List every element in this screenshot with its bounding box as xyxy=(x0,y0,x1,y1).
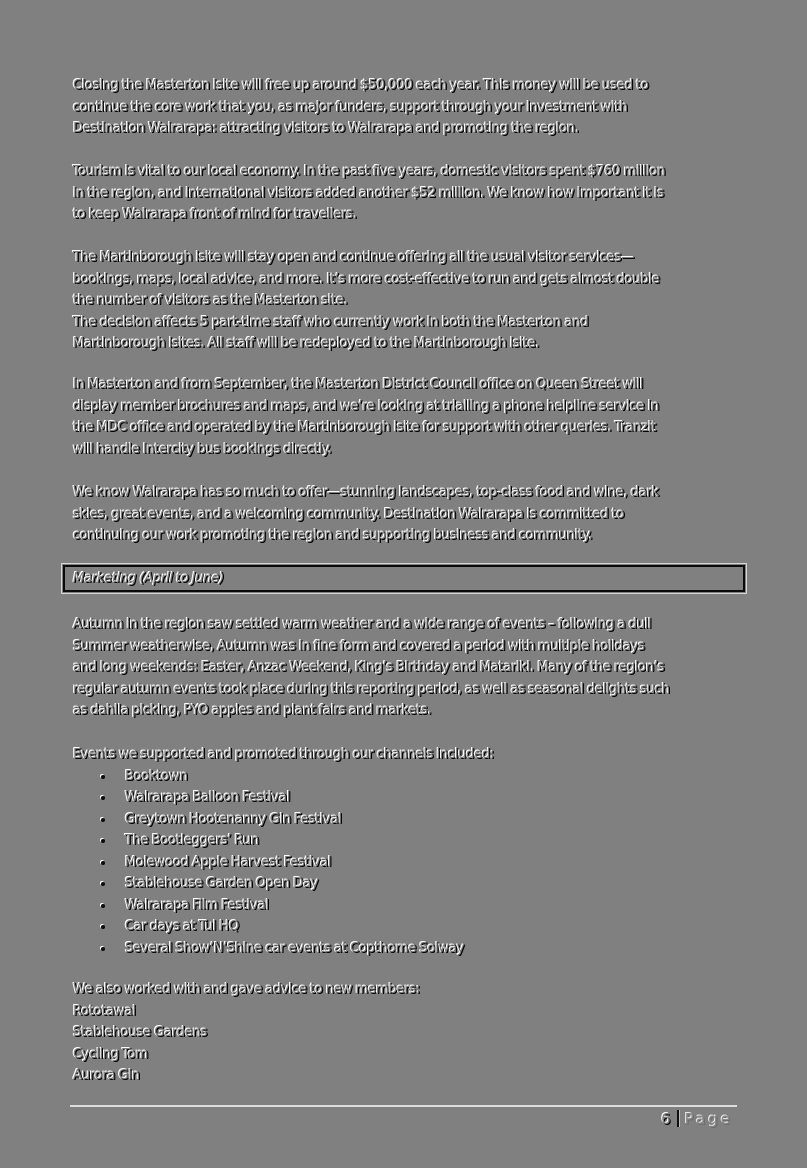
text-line: The decision affects 5 part-time staff who currently work in both the Masterton and xyxy=(73,314,589,330)
list-item xyxy=(73,938,494,960)
text-line: Martinborough isites. All staff will be redeployed to the Martinborough isite. xyxy=(73,336,540,351)
text-line: and long weekends: Easter, Anzac Weekend, King’s Birthday and Matariki. Many of the region’s xyxy=(73,660,665,675)
text-line: to keep Wairarapa front of mind for travellers. xyxy=(73,207,357,222)
list-item xyxy=(73,895,494,917)
section-heading-box xyxy=(63,565,745,592)
bullet-icon xyxy=(101,947,105,951)
event-label: The Bootleggers’ Run xyxy=(125,833,259,848)
text-line: continue the core work that you, as major funders, support through your investment with xyxy=(73,99,628,115)
paragraph-tourism xyxy=(73,161,748,226)
event-label: Several Show’N’Shine car events at Copthorne Solway xyxy=(125,940,465,956)
event-label: Wairarapa Film Festival xyxy=(125,897,269,913)
text-line: continuing our work promoting the region and supporting business and community. xyxy=(73,528,593,543)
member-name: Rototawai xyxy=(73,1003,136,1019)
list-item xyxy=(73,787,494,809)
text-line: in the region, and international visitors added another $52 million. We know how important it is xyxy=(73,185,664,201)
list-item xyxy=(73,916,494,938)
text-line: bookings, maps, local advice, and more. It’s more cost-effective to run and gets almost double xyxy=(73,271,660,287)
text-line: the MDC office and operated by the Martinborough isite for support with other queries. Tranzit xyxy=(73,420,657,435)
paragraph-commitment xyxy=(73,482,748,547)
member-name: Aurora Gin xyxy=(73,1068,140,1083)
list-item xyxy=(73,766,494,788)
list-item xyxy=(73,852,494,874)
event-label: Molewood Apple Harvest Festival xyxy=(125,854,332,870)
text-line: Closing the Masterton isite will free up around $50,000 each year. This money will be used to xyxy=(73,78,649,93)
text-line: will handle Intercity bus bookings directly. xyxy=(73,441,332,457)
events-section xyxy=(73,744,494,959)
page-label: Page xyxy=(684,1110,733,1128)
bullet-icon xyxy=(101,904,105,908)
bullet-icon xyxy=(101,818,105,822)
paragraph-marketing xyxy=(73,614,748,722)
events-intro: Events we supported and promoted through our channels included: xyxy=(73,747,494,762)
bullet-icon xyxy=(101,775,105,779)
event-label: Wairarapa Balloon Festival xyxy=(125,790,290,805)
page-number: 6 xyxy=(661,1110,671,1128)
page-footer xyxy=(661,1109,733,1129)
text-line: skies, great events, and a welcoming community. Destination Wairarapa is committed to xyxy=(73,506,625,522)
text-line: Autumn in the region saw settled warm weather and a wide range of events – following a dull xyxy=(73,617,652,632)
text-line: the number of visitors as the Masterton site. xyxy=(73,293,348,308)
list-item xyxy=(73,873,494,895)
list-item xyxy=(73,809,494,831)
event-label: Stablehouse Garden Open Day xyxy=(125,876,319,891)
list-item xyxy=(73,830,494,852)
text-line: regular autumn events took place during this reporting period, as well as seasonal delights such xyxy=(73,681,670,697)
footer-divider xyxy=(70,1105,737,1107)
text-line: We know Wairarapa has so much to offer—stunning landscapes, top-class food and wine, dark xyxy=(73,485,659,500)
text-line: display member brochures and maps, and we’re looking at trialling a phone helpline service in xyxy=(73,398,660,414)
paragraph-martinborough xyxy=(73,247,748,355)
member-name: Stablehouse Gardens xyxy=(73,1025,208,1040)
paragraph-funding xyxy=(73,75,748,140)
text-line: Tourism is vital to our local economy. In the past five years, domestic visitors spent $760 million xyxy=(73,164,666,179)
text-line: The Martinborough isite will stay open and continue offering all the usual visitor services— xyxy=(73,250,635,265)
bullet-icon xyxy=(101,925,105,929)
member-name: Cycling Tom xyxy=(73,1046,149,1062)
bullet-icon xyxy=(101,861,105,865)
new-members-intro: We also worked with and gave advice to new members: xyxy=(73,982,420,997)
bullet-icon xyxy=(101,796,105,800)
bullet-icon xyxy=(101,882,105,886)
text-line: In Masterton and from September, the Masterton District Council office on Queen Street will xyxy=(73,377,644,392)
text-line: Destination Wairarapa: attracting visitors to Wairarapa and promoting the region. xyxy=(73,121,579,136)
event-label: Booktown xyxy=(125,768,188,784)
page-separator xyxy=(677,1110,679,1127)
paragraph-masterton-services xyxy=(73,374,748,460)
new-members-section xyxy=(73,979,420,1087)
event-label: Car days at Tui HQ xyxy=(125,919,240,934)
bullet-icon xyxy=(101,839,105,843)
text-line: as dahlia picking, PYO apples and plant fairs and markets. xyxy=(73,703,432,718)
text-line: Summer weatherwise, Autumn was in fine form and covered a period with multiple holidays xyxy=(73,638,645,654)
event-label: Greytown Hootenanny Gin Festival xyxy=(125,811,342,827)
section-heading: Marketing (April to June) xyxy=(73,571,224,586)
